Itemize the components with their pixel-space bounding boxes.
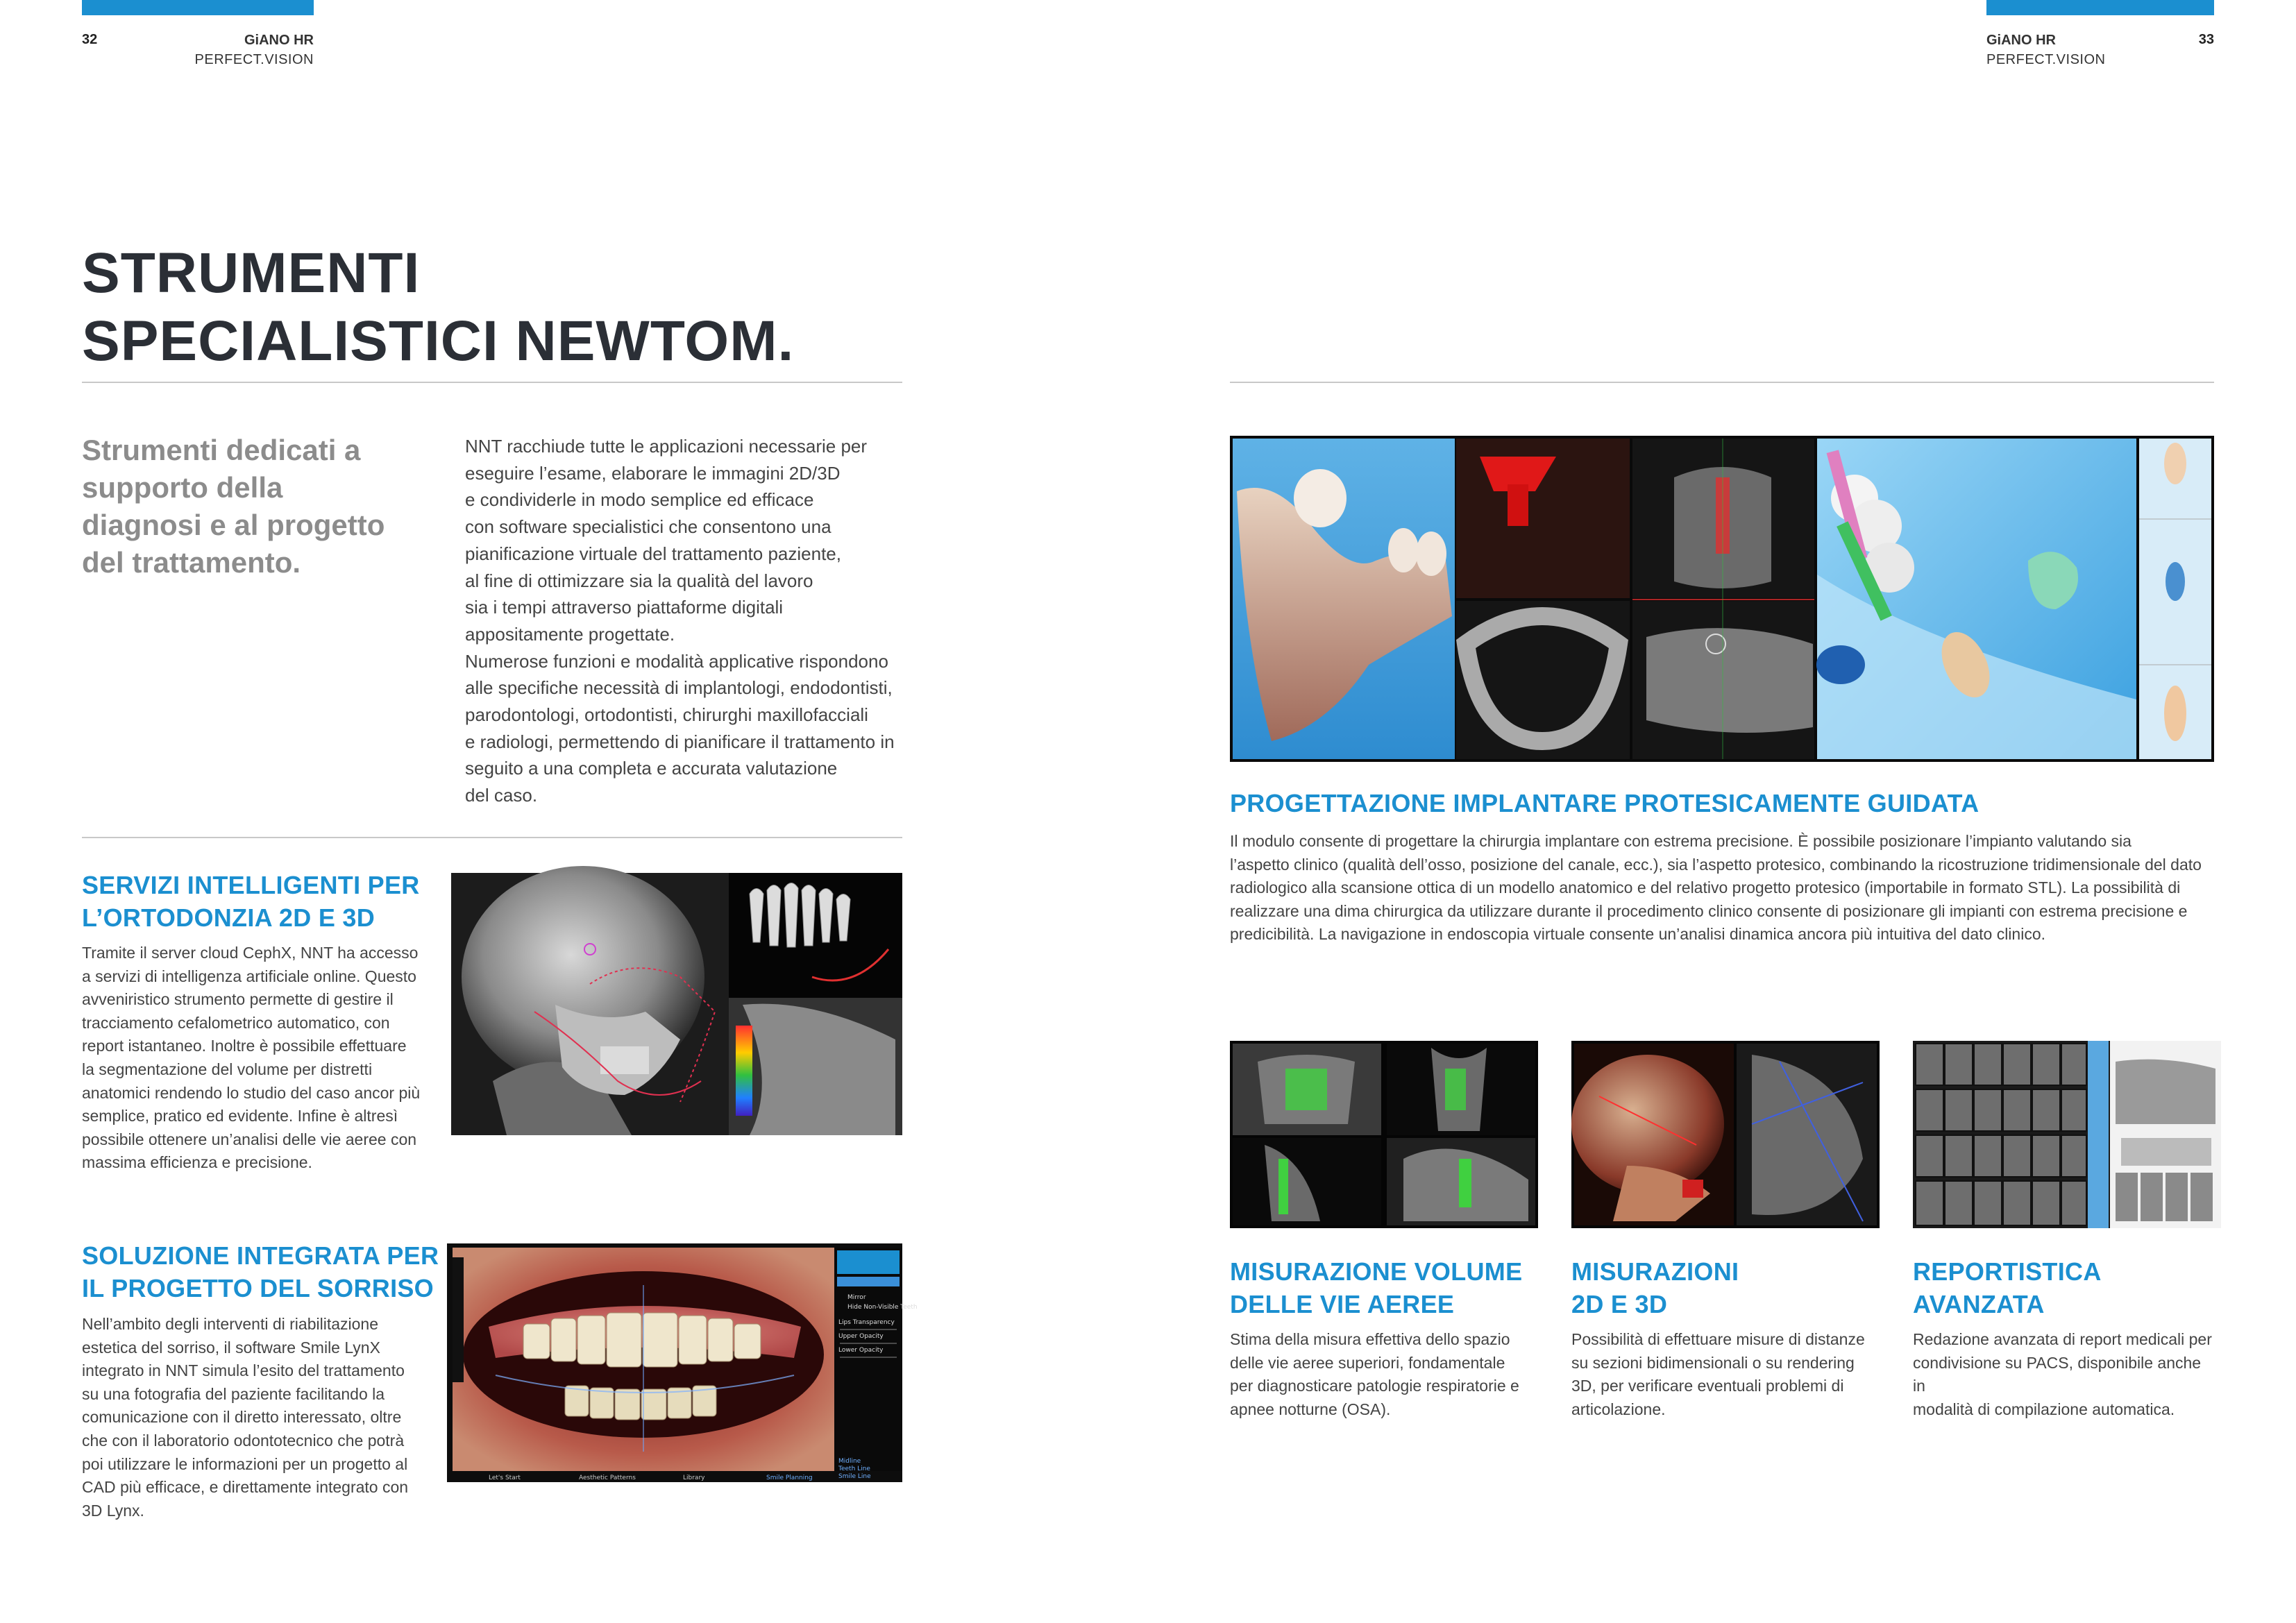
smile-ui-tab-3: Smile Planning xyxy=(766,1475,813,1481)
smile-ui-legend-0: Midline xyxy=(838,1458,861,1465)
report-text: Redazione avanzata di report medicali per condivisione su PACS, disponibile anche in modalità di compilazione automatica. xyxy=(1913,1330,2212,1418)
report-title: REPORTISTICA AVANZATA xyxy=(1913,1257,2102,1318)
lead-text: Strumenti dedicati a supporto della diagnosi e al progetto del trattamento. xyxy=(82,434,385,579)
accent-bar-right xyxy=(1986,0,2214,15)
implant-title: PROGETTAZIONE IMPLANTARE PROTESICAMENTE GUIDATA xyxy=(1230,789,1980,817)
divider-right-top xyxy=(1230,382,2214,383)
ortho-title: SERVIZI INTELLIGENTI PER L’ORTODONZIA 2D E 3D xyxy=(82,871,420,932)
measure-title: MISURAZIONI 2D E 3D xyxy=(1571,1257,1739,1318)
page-number-right: 33 xyxy=(2198,32,2214,47)
implant-text: Il modulo consente di progettare la chirurgia implantare con estrema precisione. È possibile posizionare l’impianto valutando sia l’aspetto clinico (qualità dell’osso, posizione del canale, ecc.), sia l’aspetto protesico, combinando la ricostruzione tridimensionale del dato radiologico alla scansione ottica di un modello anatomico e del relativo progetto protesico (importabile in formato STL). La possibilità di realizzare una dima chirurgica da utilizzare durante il procedimento clinico consente di posizionare gli impianti con estrema precisione e predicibilità. La navigazione in endoscopia virtuale consente un’analisi dinamica ancora più intuitiva del dato clinico. xyxy=(1230,832,2202,944)
smile-ui-tab-2: Library xyxy=(683,1475,705,1481)
smile-lynx-screenshot xyxy=(447,1243,918,1482)
page-number-left: 32 xyxy=(82,32,98,47)
brand-sub-right: PERFECT.VISION xyxy=(1986,52,2106,67)
ortho-text: Tramite il server cloud CephX, NNT ha accesso a servizi di intelligenza artificiale online. Questo avveniristico strumento permette di gestire il tracciamento cefalometrico automatico, con report istantaneo. Inoltre è possibile effettuare la segmentazione del volume per distretti anatomici rendendo lo studio del caso ancor più semplice, pratico ed evidente. Infine è altresì possibile ottenere un’analisi delle vie aeree con massima efficienza e precisione. xyxy=(82,944,421,1172)
smile-ui-tab-1: Aesthetic Patterns xyxy=(579,1475,636,1481)
intro-text: NNT racchiude tutte le applicazioni necessarie per eseguire l’esame, elaborare le immagini 2D/3D e condividerle in modo semplice ed efficace con software specialistici che consentono una pianificazione virtuale del trattamento paziente, al fine di ottimizzare sia la qualità del lavoro sia i tempi attraverso piattaforme digitali appositamente progettate. Numerose funzioni e modalità applicative rispondono alle specifiche necessità di implantologi, endodontisti, parodontologi, ortodontisti, chirurghi maxillofacciali e radiologi, permettendo di pianificare il trattamento in seguito a una completa e accurata valutazione del caso. xyxy=(465,436,895,806)
smile-ui-menu-2: Lips Transparency xyxy=(838,1319,895,1326)
advanced-report-image xyxy=(1913,1041,2221,1228)
smile-ui-legend-2: Smile Line xyxy=(838,1473,871,1480)
measure-text: Possibilità di effettuare misure di distanze su sezioni bidimensionali o su rendering 3D, per verificare eventuali problemi di articolazione. xyxy=(1571,1330,1865,1418)
airway-text: Stima della misura effettiva dello spazio delle vie aeree superiori, fondamentale per diagnosticare patologie respiratorie e apnee notturne (OSA). xyxy=(1230,1330,1519,1418)
smile-ui-legend-1: Teeth Line xyxy=(838,1465,870,1472)
smile-ui-menu-3: Upper Opacity xyxy=(838,1333,884,1340)
airway-title: MISURAZIONE VOLUME DELLE VIE AEREE xyxy=(1230,1257,1523,1318)
divider-left-top xyxy=(82,382,902,383)
brand-name-left: GiANO HR xyxy=(244,33,314,48)
brand-right xyxy=(1986,31,2139,69)
brand-left xyxy=(174,31,314,69)
accent-bar-left xyxy=(82,0,314,15)
brand-sub-left: PERFECT.VISION xyxy=(194,52,314,67)
airway-volume-image xyxy=(1230,1041,1538,1228)
smile-ui-tab-0: Let's Start xyxy=(489,1475,521,1481)
smile-ui-menu-1: Hide Non-Visible Teeth xyxy=(847,1304,918,1311)
smile-ui-menu-0: Mirror xyxy=(847,1294,866,1301)
measurement-2d-3d-image xyxy=(1571,1041,1880,1228)
page-title-line1: STRUMENTI xyxy=(82,241,421,305)
ceph-xray-image xyxy=(451,873,902,1135)
smile-text: Nell’ambito degli interventi di riabilitazione estetica del sorriso, il software Smile LynX integrato in NNT simula l’esito del trattamento su una fotografia del paziente facilitando la comunicazione con il diretto interessato, oltre che con il laboratorio odontotecnico che potrà poi utilizzare le informazioni per un progetto al CAD più efficace, e direttamente integrato con 3D Lynx. xyxy=(82,1315,409,1520)
page-title-line2: SPECIALISTICI NEWTOM. xyxy=(82,309,795,373)
smile-title: SOLUZIONE INTEGRATA PER IL PROGETTO DEL SORRISO xyxy=(82,1241,439,1302)
implant-planning-image xyxy=(1230,436,2214,762)
divider-left-mid xyxy=(82,837,902,838)
brand-name-right: GiANO HR xyxy=(1986,33,2056,48)
page-title xyxy=(82,239,794,375)
smile-ui-menu-4: Lower Opacity xyxy=(838,1347,884,1354)
